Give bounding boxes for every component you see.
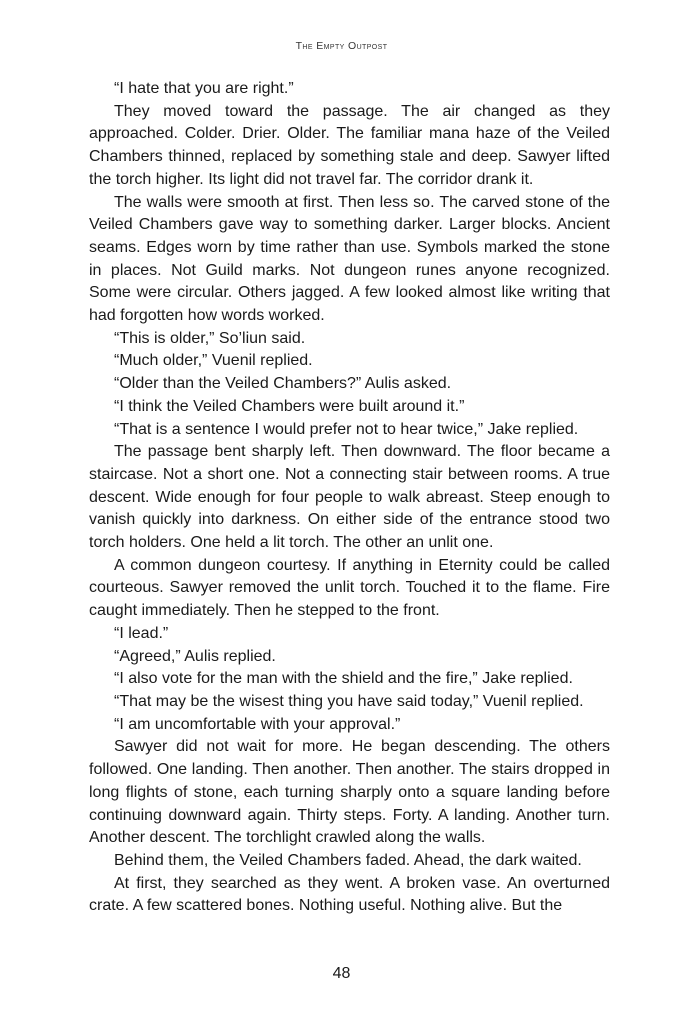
- body-text: [89, 78, 610, 918]
- paragraph: Behind them, the Veiled Chambers faded. Ahead, the dark waited.: [114, 851, 582, 869]
- paragraph: “Much older,” Vuenil replied.: [114, 352, 313, 370]
- paragraph: Sawyer did not wait for more. He began descending. The others followed. One landing. Then another. Then another. The stairs dropped in long flights of stone, each turning sharply onto a square landing before continuing downward again. Thirty steps. Forty. A landing. Another turn. Another descent. The torchlight crawled along the walls.: [89, 738, 610, 847]
- running-head: The Empty Outpost: [295, 40, 388, 52]
- paragraph: At first, they searched as they went. A broken vase. An overturned crate. A few scattered bones. Nothing useful. Nothing alive. But the: [89, 874, 610, 915]
- paragraph: “I think the Veiled Chambers were built around it.”: [114, 397, 465, 415]
- paragraph: “I also vote for the man with the shield and the fire,” Jake replied.: [114, 670, 573, 688]
- paragraph: A common dungeon courtesy. If anything in Eternity could be called courteous. Sawyer removed the unlit torch. Touched it to the flame. Fire caught immediately. Then he stepped to the front.: [89, 556, 610, 620]
- paragraph: “That is a sentence I would prefer not to hear twice,” Jake replied.: [114, 420, 579, 438]
- paragraph: The passage bent sharply left. Then downward. The floor became a staircase. Not a short one. Not a connecting stair between rooms. A true descent. Wide enough for four people to walk abreast. Steep enough to vanish quickly into darkness. On either side of the entrance stood two torch holders. One held a lit torch. The other an unlit one.: [89, 443, 610, 552]
- paragraph: They moved toward the passage. The air changed as they approached. Colder. Drier. Older. The familiar mana haze of the Veiled Chambers thinned, replaced by something stale and deep. Sawyer lifted the torch higher. Its light did not travel far. The corridor drank it.: [89, 102, 610, 188]
- paragraph: “I am uncomfortable with your approval.”: [114, 715, 401, 733]
- paragraph: “I hate that you are right.”: [114, 80, 294, 97]
- paragraph: “That may be the wisest thing you have said today,” Vuenil replied.: [114, 692, 584, 710]
- page-number: 48: [332, 965, 351, 982]
- paragraph: “Agreed,” Aulis replied.: [114, 647, 276, 665]
- paragraph: The walls were smooth at first. Then less so. The carved stone of the Veiled Chambers gave way to something darker. Larger blocks. Ancient seams. Edges worn by time rather than use. Symbols marked the stone in places. Not Guild marks. Not dungeon runes anyone recognized. Some were circular. Others jagged. A few looked almost like writing that had forgotten how words worked.: [89, 193, 610, 325]
- paragraph: “I lead.”: [114, 624, 169, 642]
- paragraph: “This is older,” So’liun said.: [114, 329, 306, 347]
- paragraph: “Older than the Veiled Chambers?” Aulis asked.: [114, 375, 452, 393]
